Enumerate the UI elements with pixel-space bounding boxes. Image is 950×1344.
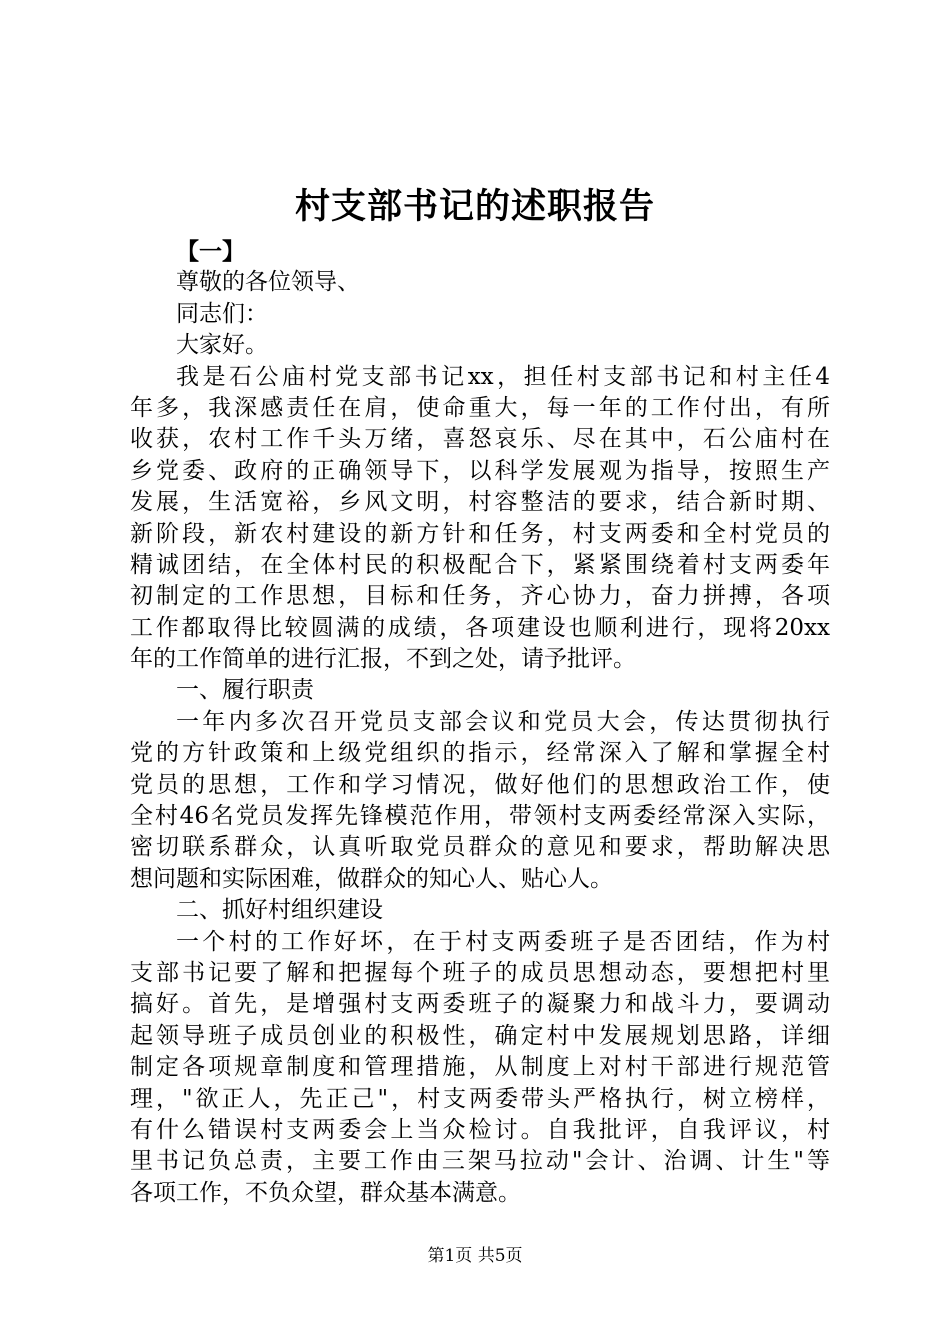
page-footer: 第1页 共5页 xyxy=(427,1246,523,1266)
paragraph-2-line: 党员的思想，工作和学习情况，做好他们的思想政治工作，使 xyxy=(130,771,830,798)
paragraph-3-line: 里书记负总责，主要工作由三架马拉动"会计、治调、计生"等 xyxy=(130,1148,830,1175)
section-marker: 【一】 xyxy=(176,238,245,265)
paragraph-3-line: 起领导班子成员创业的积极性，确定村中发展规划思路，详细 xyxy=(130,1022,830,1049)
paragraph-3-line: 支部书记要了解和把握每个班子的成员思想动态，要想把村里 xyxy=(130,959,830,986)
paragraph-1-line: 我是石公庙村党支部书记xx，担任村支部书记和村主任4 xyxy=(176,363,830,390)
paragraph-3-line: 理，"欲正人，先正己"，村支两委带头严格执行，树立榜样， xyxy=(130,1085,830,1112)
document-title: 村支部书记的述职报告 xyxy=(294,186,655,227)
document-body xyxy=(130,236,830,1209)
paragraph-3-line: 一个村的工作好坏，在于村支两委班子是否团结，作为村 xyxy=(176,928,830,955)
paragraph-2-line: 密切联系群众，认真听取党员群众的意见和要求，帮助解决思 xyxy=(130,834,830,861)
paragraph-1-line: 发展，生活宽裕，乡风文明，村容整洁的要求，结合新时期、 xyxy=(130,489,830,516)
paragraph-1-line: 年多，我深感责任在肩，使命重大，每一年的工作付出，有所 xyxy=(130,394,830,421)
paragraph-2-line: 一年内多次召开党员支部会议和党员大会，传达贯彻执行 xyxy=(176,708,830,735)
paragraph-1-line: 精诚团结，在全体村民的积极配合下，紧紧围绕着村支两委年 xyxy=(130,551,830,578)
salutation-line: 大家好。 xyxy=(176,332,268,359)
section-heading: 二、抓好村组织建设 xyxy=(176,897,383,924)
paragraph-1-line: 年的工作简单的进行汇报，不到之处，请予批评。 xyxy=(130,646,636,673)
paragraph-3-line: 有什么错误村支两委会上当众检讨。自我批评，自我评议，村 xyxy=(130,1116,830,1143)
paragraph-3-line: 搞好。首先，是增强村支两委班子的凝聚力和战斗力，要调动 xyxy=(130,991,830,1018)
paragraph-2-line: 党的方针政策和上级党组织的指示，经常深入了解和掌握全村 xyxy=(130,740,830,767)
salutation-line: 尊敬的各位领导、 xyxy=(176,269,360,296)
paragraph-2-line: 想问题和实际困难，做群众的知心人、贴心人。 xyxy=(130,865,613,892)
paragraph-1-line: 收获，农村工作千头万绪，喜怒哀乐、尽在其中，石公庙村在 xyxy=(130,426,830,453)
paragraph-2-line: 全村46名党员发挥先锋模范作用，带领村支两委经常深入实际， xyxy=(130,803,830,830)
section-heading: 一、履行职责 xyxy=(176,677,314,704)
paragraph-1-line: 新阶段，新农村建设的新方针和任务，村支两委和全村党员的 xyxy=(130,520,830,547)
salutation-line: 同志们： xyxy=(176,300,268,327)
paragraph-1-line: 乡党委、政府的正确领导下，以科学发展观为指导，按照生产 xyxy=(130,457,830,484)
paragraph-1-line: 工作都取得比较圆满的成绩，各项建设也顺利进行，现将20xx xyxy=(130,614,830,641)
paragraph-3-line: 制定各项规章制度和管理措施，从制度上对村干部进行规范管 xyxy=(130,1054,830,1081)
paragraph-3-line: 各项工作，不负众望，群众基本满意。 xyxy=(130,1179,521,1206)
paragraph-1-line: 初制定的工作思想，目标和任务，齐心协力，奋力拼搏，各项 xyxy=(130,583,830,610)
